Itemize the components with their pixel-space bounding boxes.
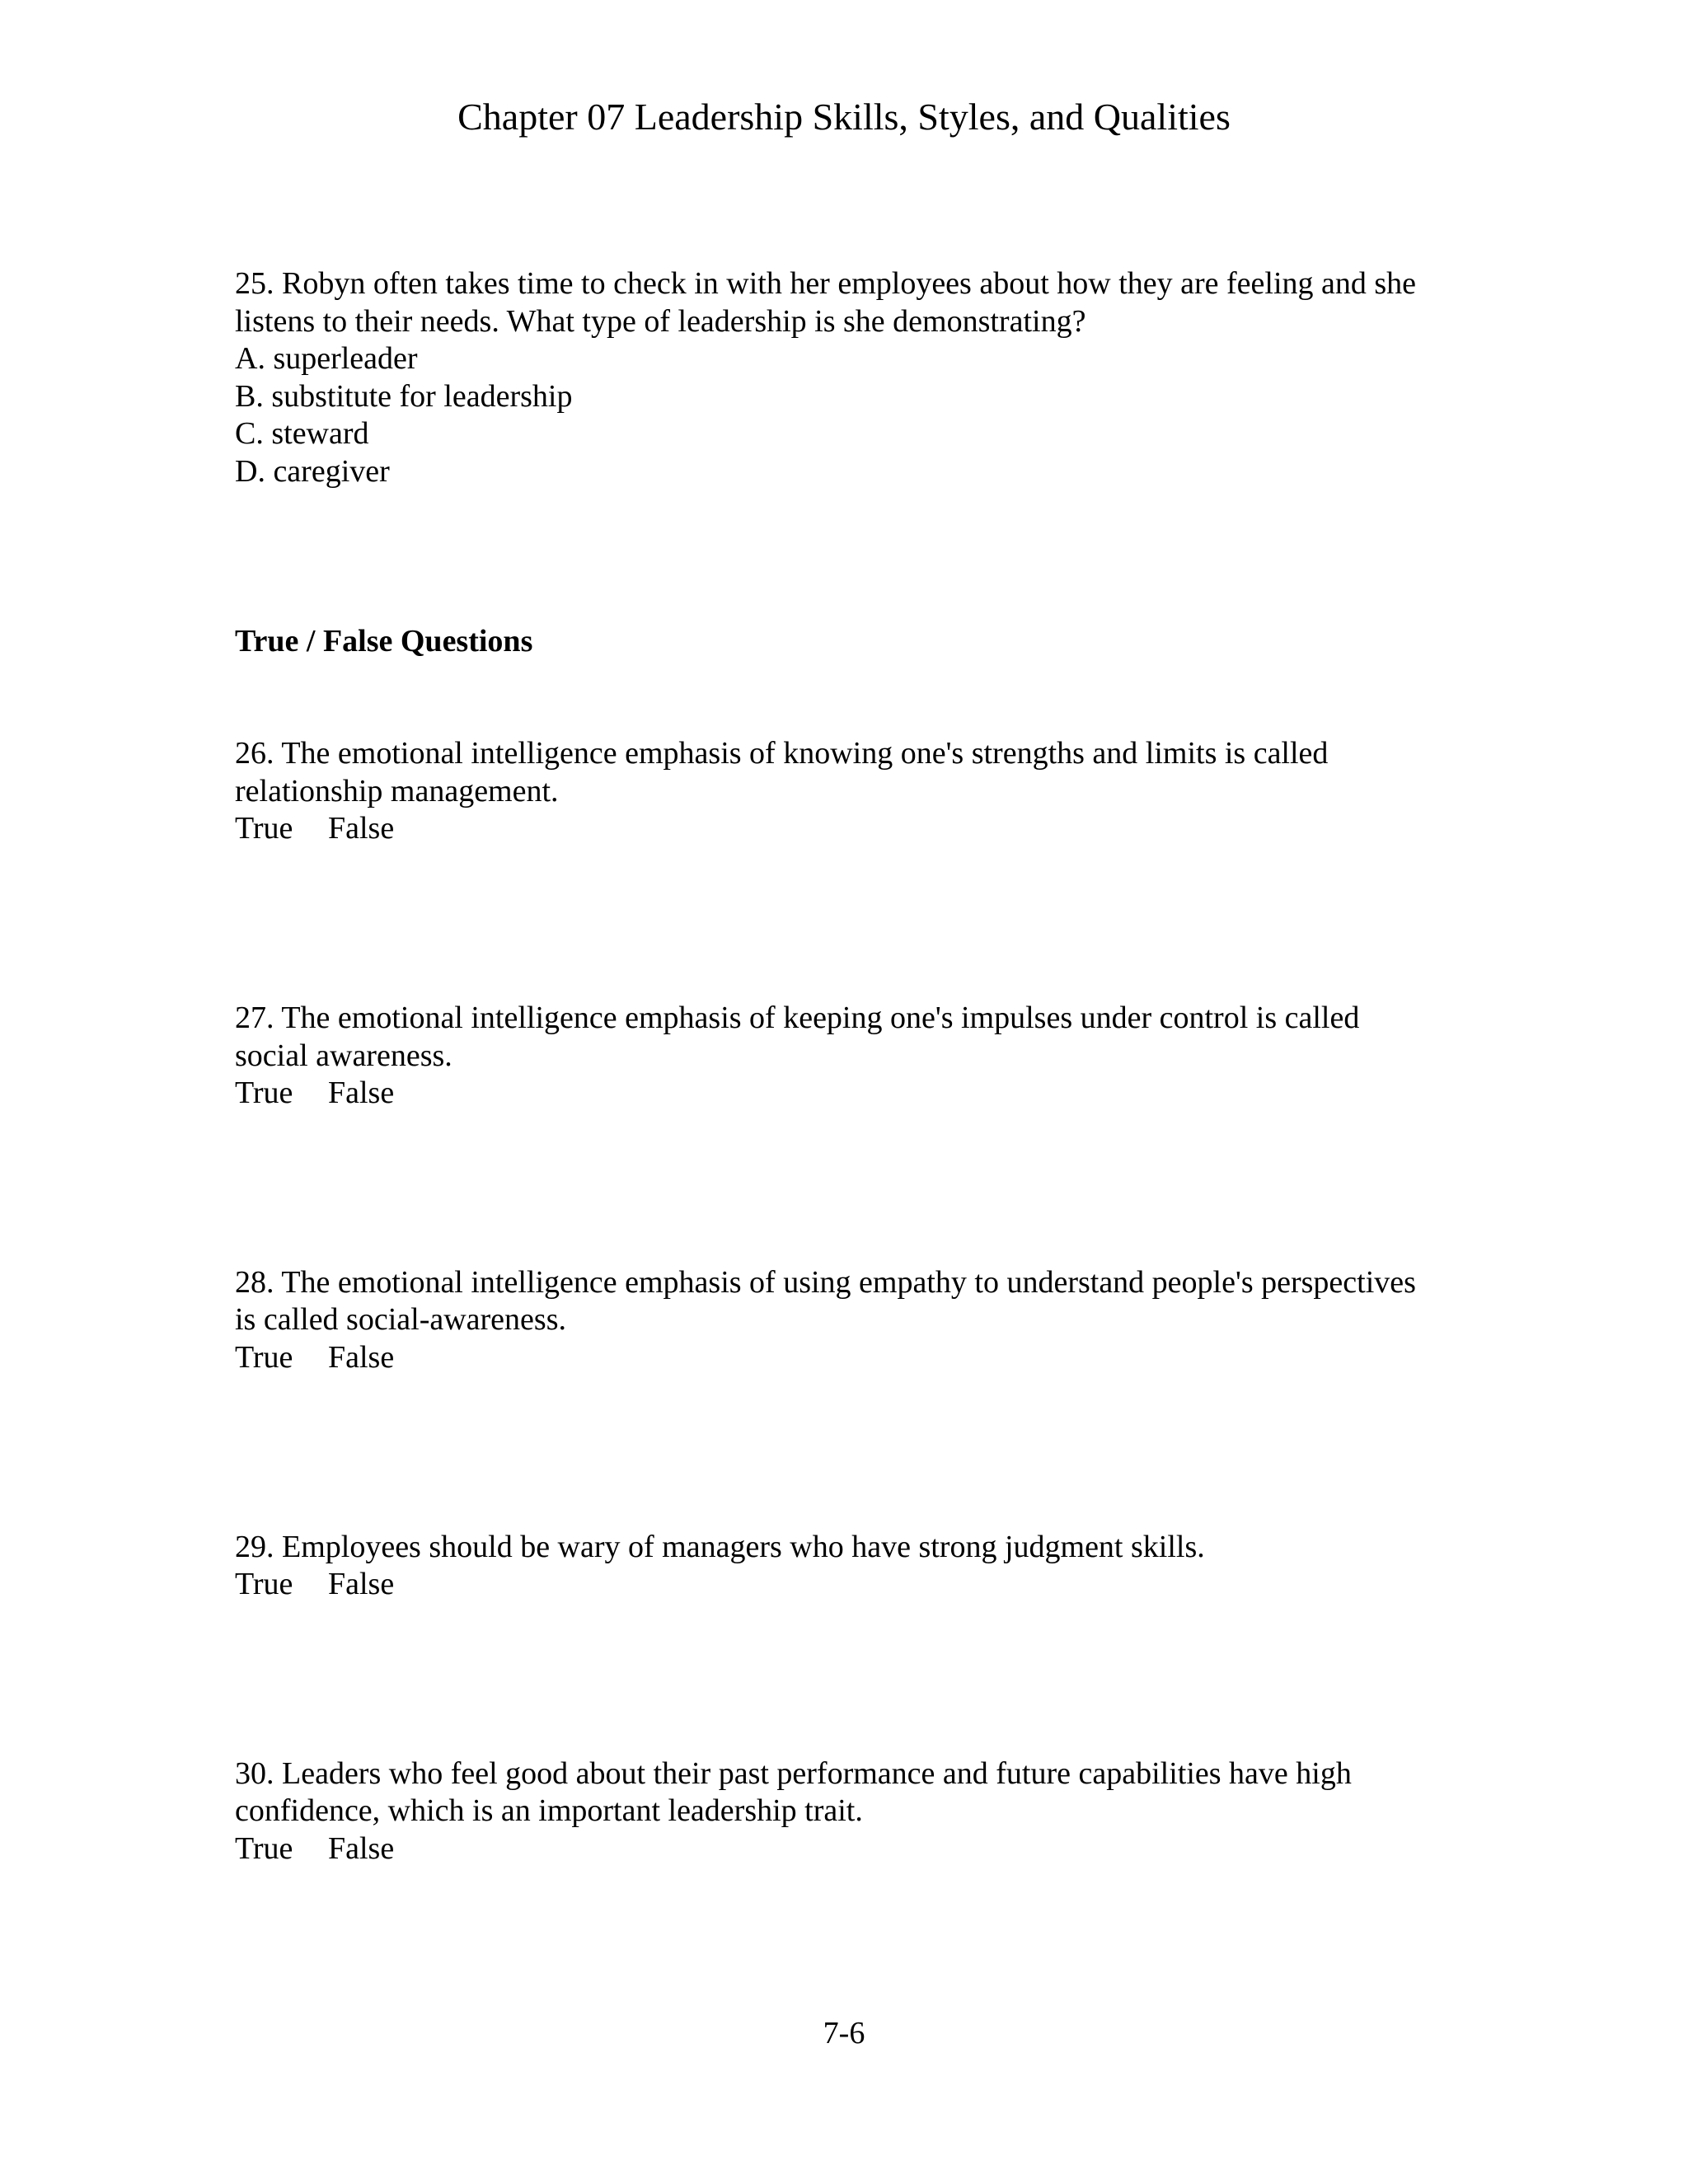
true-option: True (235, 1339, 293, 1375)
question-stem-line: listens to their needs. What type of leadership is she demonstrating? (235, 303, 1086, 339)
question-number: 29. (235, 1529, 274, 1564)
question-text: Employees should be wary of managers who have strong judgment skills. (282, 1529, 1205, 1564)
question-stem-line (235, 1529, 1488, 1567)
question-27 (235, 1000, 1488, 1113)
question-text: The emotional intelligence emphasis of using empathy to understand people's perspectives (281, 1264, 1416, 1300)
question-number: 25. (235, 266, 274, 301)
question-number: 26. (235, 736, 274, 771)
false-option: False (328, 1076, 395, 1111)
true-option: True (235, 811, 293, 846)
question-stem-line (235, 265, 1488, 303)
false-option: False (328, 1567, 395, 1602)
question-number: 28. (235, 1264, 274, 1300)
chapter-title: Chapter 07 Leadership Skills, Styles, and Qualities (457, 96, 1231, 138)
true-option: True (235, 1830, 293, 1866)
page-footer (0, 2013, 1688, 2054)
answer-options (235, 340, 1488, 490)
question-stem-line (235, 735, 1488, 773)
question-28 (235, 1264, 1488, 1377)
question-25 (235, 265, 1488, 491)
question-stem-line (235, 1000, 1488, 1038)
question-stem-line: confidence, which is an important leadership trait. (235, 1793, 863, 1829)
question-text: Robyn often takes time to check in with her employees about how they are feeling and she (282, 266, 1417, 301)
section-heading: True / False Questions (235, 623, 533, 658)
question-30 (235, 1755, 1488, 1868)
page-header (0, 92, 1688, 142)
question-text: Leaders who feel good about their past performance and future capabilities have high (282, 1755, 1352, 1791)
document-content (235, 265, 1488, 1868)
question-stem-line: social awareness. (235, 1038, 452, 1073)
option-d: D. caregiver (235, 453, 390, 489)
question-29 (235, 1529, 1488, 1604)
question-number: 27. (235, 1000, 274, 1035)
question-stem-line: is called social-awareness. (235, 1302, 566, 1338)
true-false-options (235, 1830, 1488, 1868)
question-stem-line (235, 1755, 1488, 1793)
option-c: C. steward (235, 416, 369, 452)
true-false-options (235, 1075, 1488, 1113)
true-false-options (235, 1566, 1488, 1604)
page-number: 7-6 (823, 2016, 865, 2050)
false-option: False (328, 811, 395, 846)
false-option: False (328, 1339, 395, 1375)
question-stem-line: relationship management. (235, 773, 559, 808)
option-a: A. superleader (235, 341, 418, 377)
option-b: B. substitute for leadership (235, 378, 573, 414)
true-false-options (235, 1339, 1488, 1377)
true-option: True (235, 1567, 293, 1602)
false-option: False (328, 1830, 395, 1866)
question-text: The emotional intelligence emphasis of keeping one's impulses under control is called (281, 1000, 1360, 1035)
question-number: 30. (235, 1755, 274, 1791)
question-text: The emotional intelligence emphasis of knowing one's strengths and limits is called (281, 736, 1329, 771)
question-26 (235, 735, 1488, 848)
question-stem-line (235, 1264, 1488, 1302)
true-false-options (235, 810, 1488, 848)
true-option: True (235, 1076, 293, 1111)
